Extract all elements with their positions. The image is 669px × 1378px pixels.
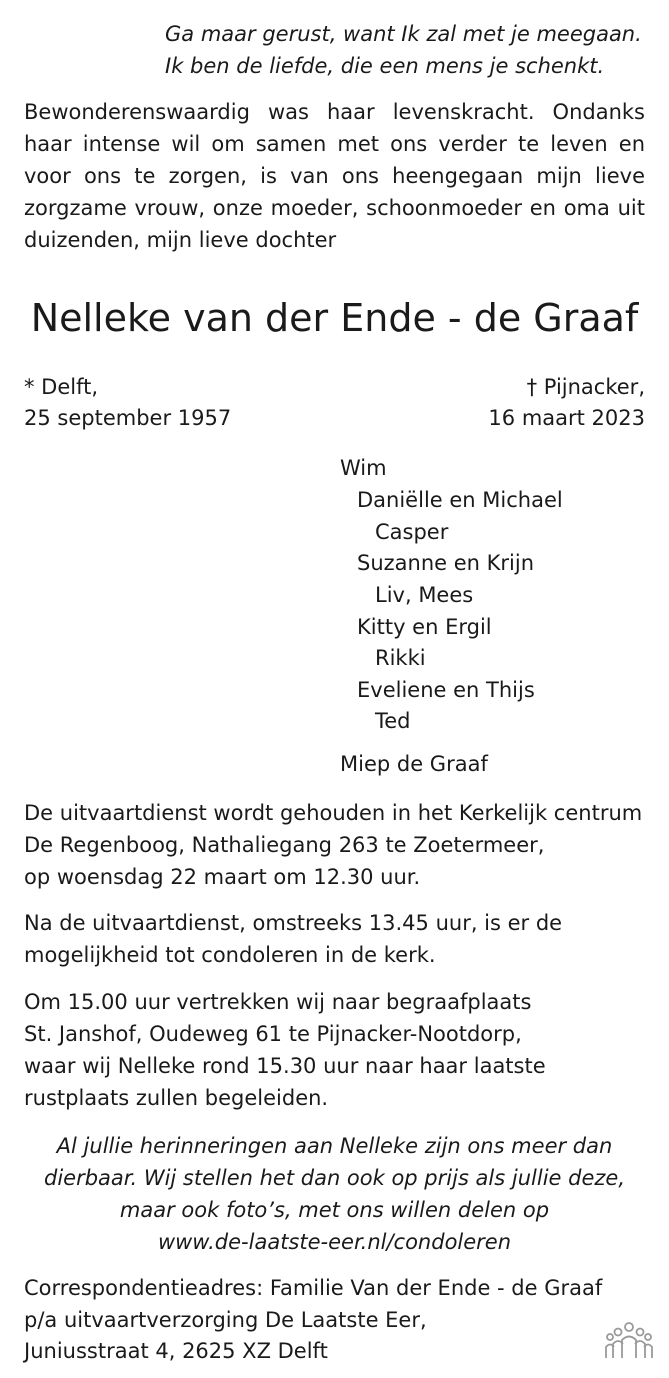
family-mother: Miep de Graaf (340, 752, 488, 776)
poem-line-2: Ik ben de liefde, die een mens je schenkt. (165, 54, 605, 78)
family-child-1: Daniëlle en Michael (357, 488, 563, 512)
family-grandchild-2: Liv, Mees (375, 583, 474, 607)
intro-paragraph: Bewonderenswaardig was haar levenskracht. Ondanks haar intense wil om samen met ons verder te leven en voor ons te zorgen, is van ons heengegaan mijn lieve zorgzame vrouw, onze moeder, schoonmoeder en oma uit duizenden, mijn lieve dochter (24, 100, 645, 252)
burial-line-4: rustplaats zullen begeleiden. (24, 1086, 329, 1110)
memories-line-1: Al jullie herinneringen aan Nelleke zijn ons meer dan (56, 1134, 613, 1158)
family-child-3: Kitty en Ergil (357, 615, 492, 639)
service-line-1: De uitvaartdienst wordt gehouden in het Kerkelijk centrum (24, 801, 643, 825)
family-grandchild-1: Casper (375, 520, 449, 544)
address-line-3: Juniusstraat 4, 2625 XZ Delft (24, 1339, 328, 1363)
poem-line-1: Ga maar gerust, want Ik zal met je meegaan. (165, 22, 642, 46)
service-line-2: De Regenboog, Nathaliegang 263 te Zoetermeer, (24, 833, 545, 857)
family-child-2: Suzanne en Krijn (357, 551, 535, 575)
burial-line-2: St. Janshof, Oudeweg 61 te Pijnacker-Nootdorp, (24, 1022, 522, 1046)
address-line-2: p/a uitvaartverzorging De Laatste Eer, (24, 1308, 427, 1332)
condolence-line-1: Na de uitvaartdienst, omstreeks 13.45 uur, is er de (24, 911, 563, 935)
service-line-3: op woensdag 22 maart om 12.30 uur. (24, 865, 421, 889)
address-line-1: Correspondentieadres: Familie Van der Ende - de Graaf (24, 1276, 603, 1300)
family-grandchild-4: Ted (375, 709, 411, 733)
family-husband: Wim (340, 456, 387, 480)
birth-date: 25 september 1957 (24, 406, 232, 430)
birth-place: * Delft, (24, 375, 99, 399)
burial-line-1: Om 15.00 uur vertrekken wij naar begraafplaats (24, 990, 532, 1014)
family-group-icon (605, 1320, 653, 1360)
deceased-name: Nelleke van der Ende - de Graaf (30, 296, 639, 340)
memories-line-3: maar ook foto’s, met ons willen delen op (119, 1198, 550, 1222)
condolence-line-2: mogelijkheid tot condoleren in de kerk. (24, 943, 436, 967)
death-date: 16 maart 2023 (488, 406, 645, 430)
death-place: † Pijnacker, (526, 375, 645, 399)
family-grandchild-3: Rikki (375, 646, 426, 670)
burial-line-3: waar wij Nelleke rond 15.30 uur naar haar laatste (24, 1054, 546, 1078)
condolence-url[interactable]: www.de-laatste-eer.nl/condoleren (157, 1230, 512, 1254)
memories-line-2: dierbaar. Wij stellen het dan ook op prijs als jullie deze, (43, 1166, 625, 1190)
family-child-4: Eveliene en Thijs (357, 678, 535, 702)
